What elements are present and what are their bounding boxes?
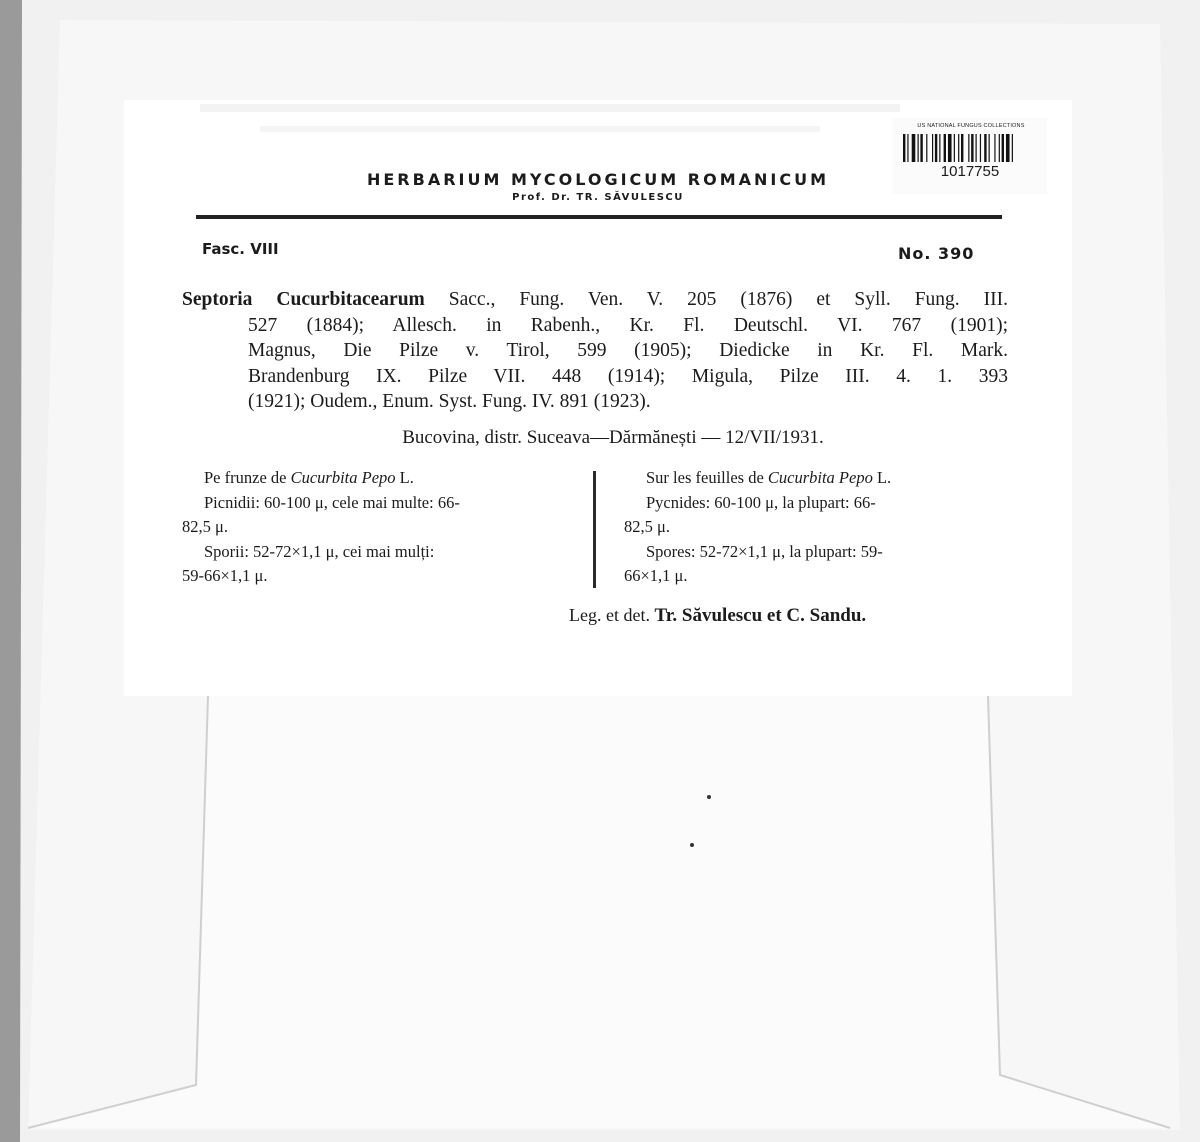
barcode-label (893, 118, 1047, 194)
barcode-number: 1017755 (940, 163, 1000, 180)
barcode-bar (984, 134, 986, 162)
barcode-bar (1012, 134, 1013, 162)
speck (690, 843, 694, 847)
barcode-bar (971, 134, 973, 162)
pycnidia-line: Picnidii: 60-100 μ, cele mai multe: 66- (204, 492, 460, 512)
host-line (182, 466, 568, 491)
spores-line: Spores: 52-72×1,1 μ, la plupart: 59- (646, 541, 883, 561)
french-description (624, 466, 1010, 589)
specimen-number: No. 390 (898, 244, 975, 263)
label-title: HERBARIUM MYCOLOGICUM ROMANICUM (366, 170, 830, 189)
citation-line-4: Brandenburg IX. Pilze VII. 448 (1914); Migula, Pilze III. 4. 1. 393 (248, 365, 1008, 387)
host-name: Cucurbita Pepo (767, 468, 873, 487)
barcode-bar (926, 134, 927, 162)
host-suffix: L. (395, 468, 414, 487)
collector-names: Tr. Săvulescu et C. Sandu. (654, 605, 867, 626)
species-citation (182, 287, 1008, 415)
barcode-bar (935, 134, 937, 162)
barcode-bar (954, 134, 955, 162)
speck (707, 795, 711, 799)
citation-line-3: Magnus, Die Pilze v. Tirol, 599 (1905); Diedicke in Kr. Fl. Mark. (248, 340, 1008, 362)
locality-date: Bucovina, distr. Suceava—Dărmănești — 12/VII/1931. (402, 427, 824, 448)
host-suffix: L. (872, 468, 892, 487)
barcode-bar (994, 134, 995, 162)
barcode-bar (920, 134, 922, 162)
spores-line: Sporii: 52-72×1,1 μ, cei mai mulți: (204, 541, 435, 561)
spores-line-cont: 66×1,1 μ. (624, 566, 688, 585)
pycnidia-line-cont: 82,5 μ. (624, 517, 670, 536)
species-name: Septoria Cucurbitacearum (182, 289, 425, 310)
barcode-bar (961, 134, 963, 162)
citation-line-1 (182, 287, 1008, 313)
pycnidia-line: Pycnides: 60-100 μ, la plupart: 66- (646, 492, 876, 512)
header-rule (196, 215, 1002, 219)
citation-line-5: (1921); Oudem., Enum. Syst. Fung. IV. 891 (1923). (248, 391, 651, 413)
host-prefix: Sur les feuilles de (646, 468, 768, 487)
barcode-bar (918, 134, 919, 162)
barcode-bar (932, 134, 933, 162)
barcode-bar (939, 134, 940, 162)
fascicle-number: Fasc. VIII (202, 240, 279, 258)
barcode-bar (948, 134, 952, 162)
host-name: Cucurbita Pepo (290, 468, 396, 487)
column-divider (593, 471, 596, 588)
barcode-bar (989, 134, 990, 162)
barcode-bar (999, 134, 1000, 162)
barcode-bar (980, 134, 981, 162)
barcode-bar (1002, 134, 1004, 162)
barcode-bar (903, 134, 905, 162)
romanian-description (182, 466, 568, 589)
citation-text: Sacc., Fung. Ven. V. 205 (1876) et Syll. Fung. III. (424, 289, 1008, 310)
barcode-bar (912, 134, 916, 162)
barcode-icon (903, 134, 1037, 162)
label-subtitle: Prof. Dr. TR. SĂVULESCU (512, 192, 684, 203)
pycnidia-line-cont: 82,5 μ. (182, 517, 228, 536)
spores-line-cont: 59-66×1,1 μ. (182, 566, 268, 585)
barcode-bar (976, 134, 977, 162)
barcode-bar (958, 134, 959, 162)
barcode-bar (907, 134, 908, 162)
barcode-bar (968, 134, 969, 162)
host-prefix: Pe frunze de (204, 468, 291, 487)
host-line (624, 466, 1010, 491)
barcode-bar (944, 134, 946, 162)
barcode-caption: US NATIONAL FUNGUS COLLECTIONS (917, 123, 1025, 129)
citation-line-2: 527 (1884); Allesch. in Rabenh., Kr. Fl. Deutschl. VI. 767 (1901); (248, 314, 1008, 336)
legit-prefix: Leg. et det. (569, 605, 655, 625)
barcode-bar (1006, 134, 1010, 162)
collector-line (569, 605, 866, 627)
